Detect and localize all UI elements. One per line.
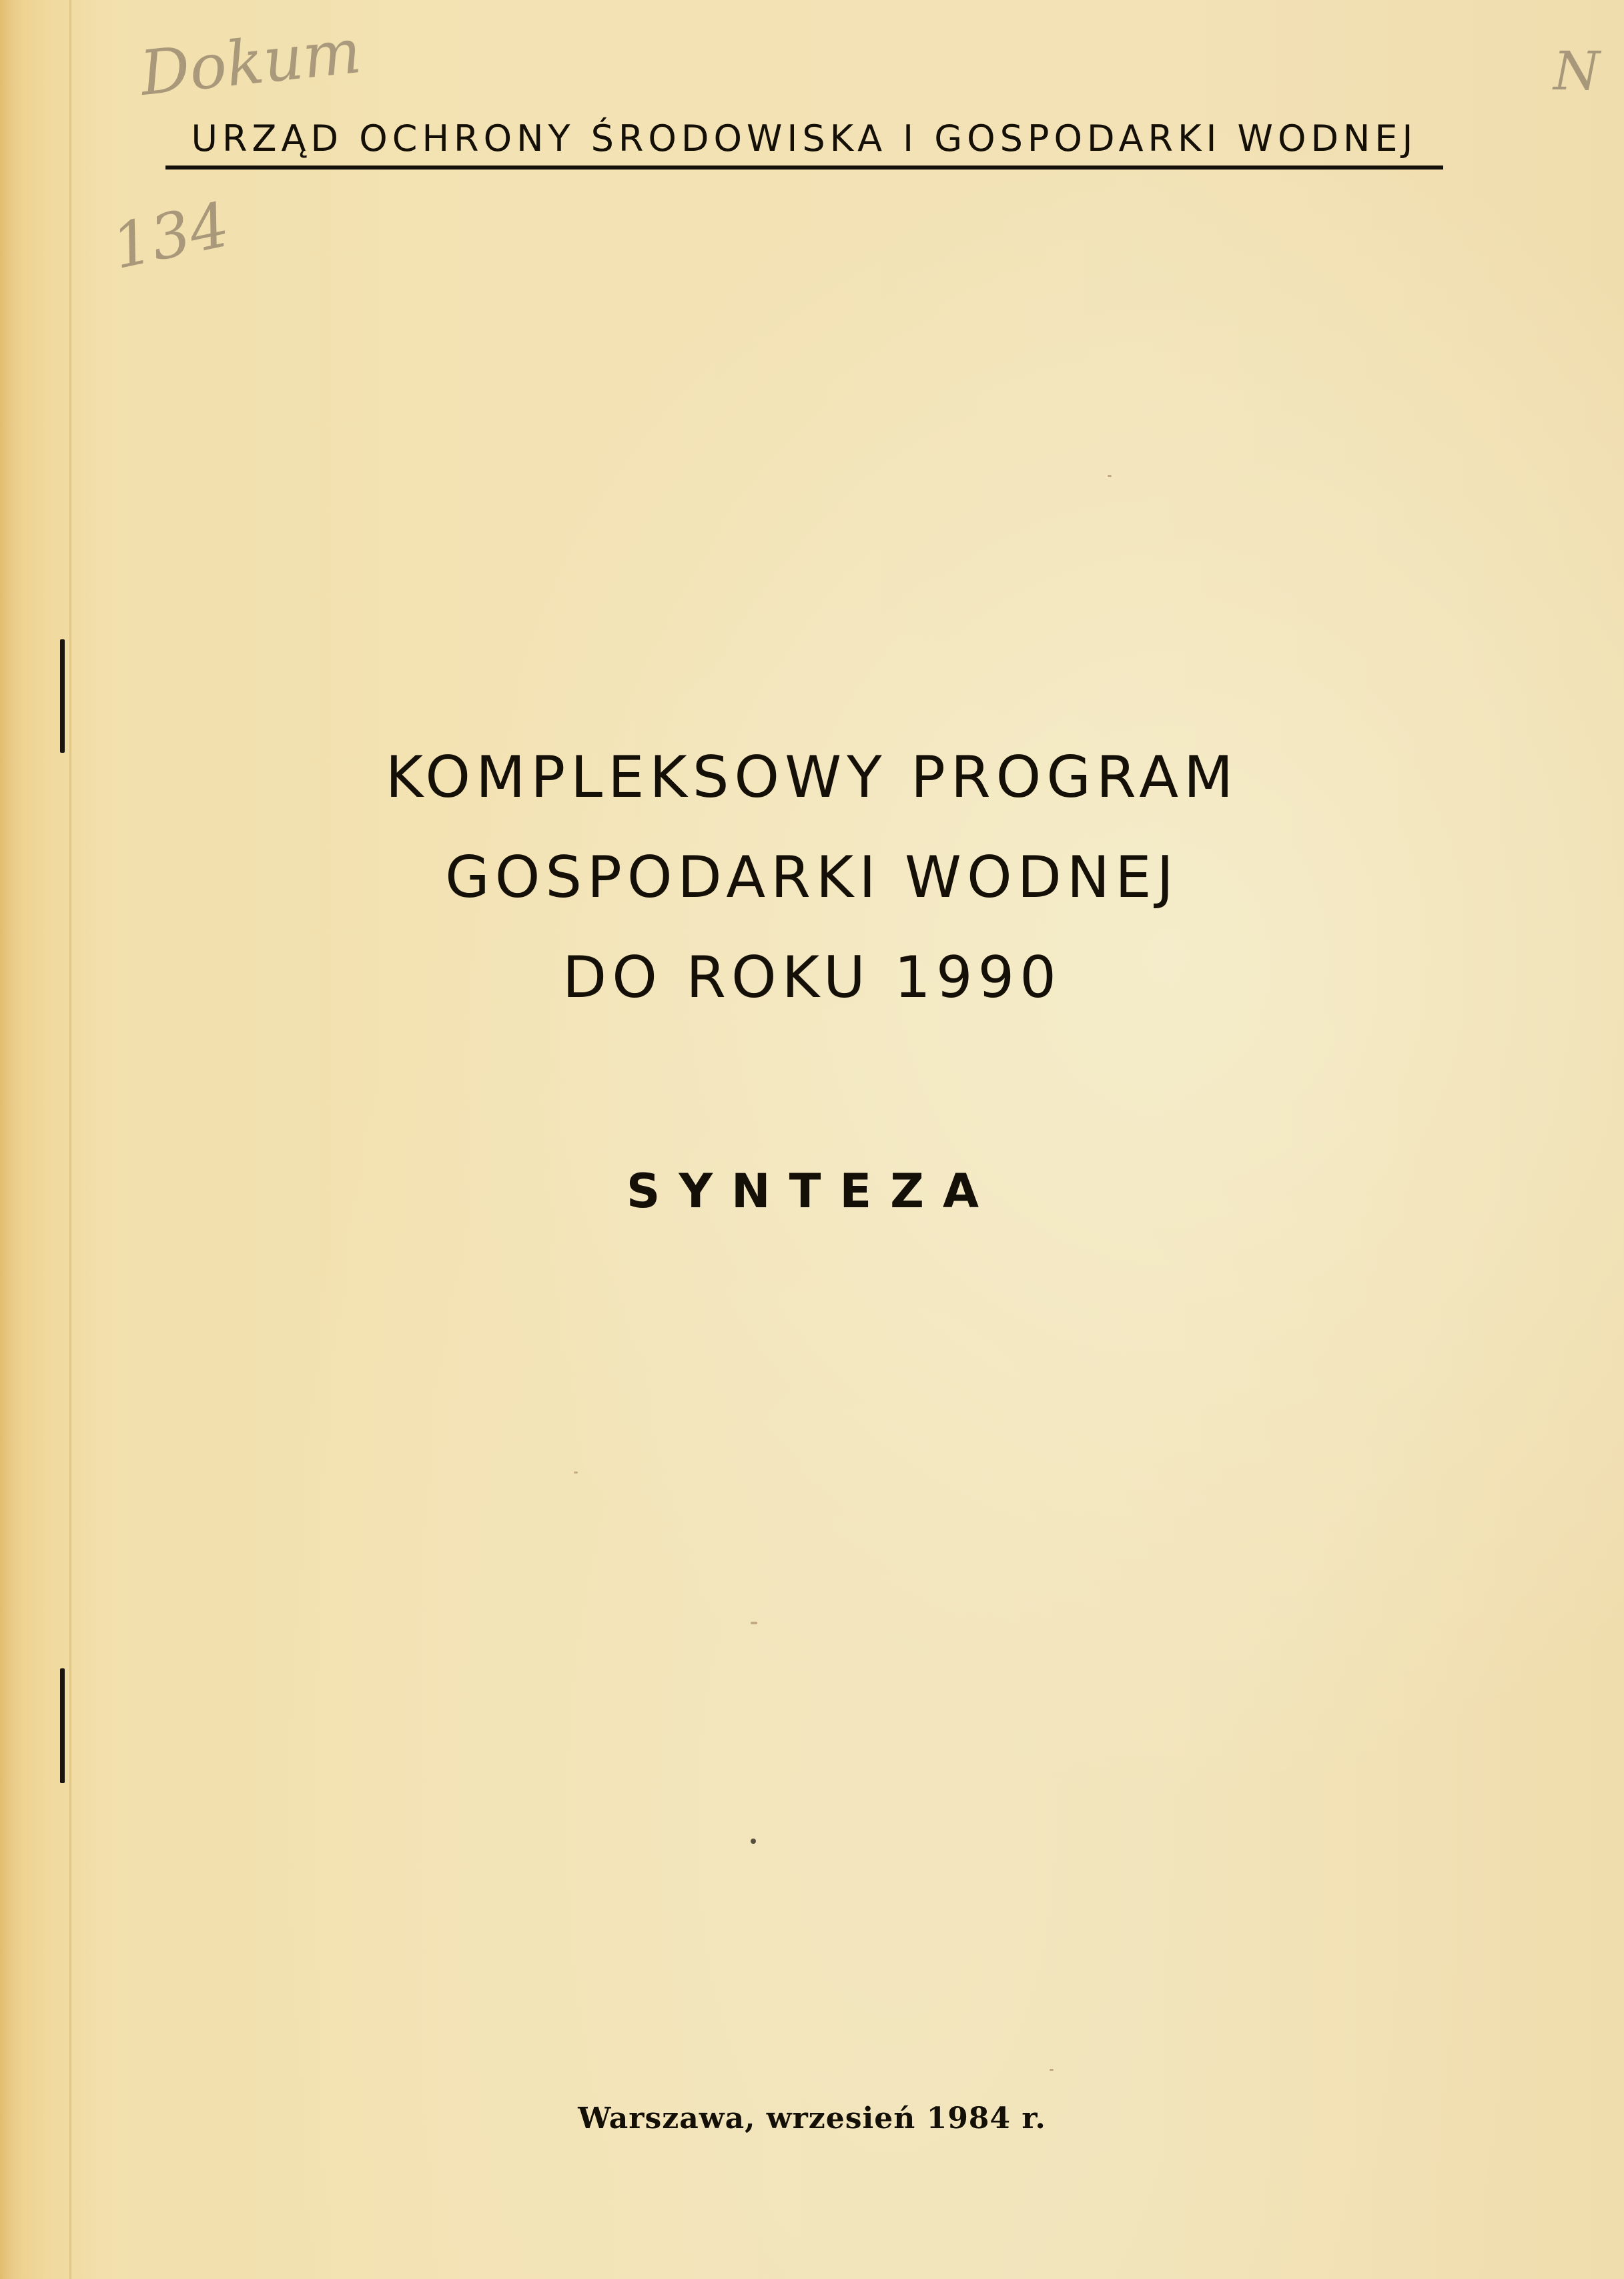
paper-speck bbox=[751, 1622, 757, 1624]
paper-speck bbox=[1050, 2069, 1054, 2071]
document-subtitle: SYNTEZA bbox=[626, 1164, 998, 1219]
institution-header bbox=[165, 112, 1443, 170]
title-line-2: GOSPODARKI WODNEJ bbox=[445, 844, 1179, 911]
spine-fold bbox=[69, 0, 71, 2279]
handwritten-corner-letter: N bbox=[1553, 40, 1600, 102]
handwritten-catalog-number: 134 bbox=[105, 188, 236, 284]
handwritten-archive-mark: Dokum bbox=[137, 15, 365, 110]
paper-speck bbox=[574, 1472, 578, 1474]
title-line-3: DO ROKU 1990 bbox=[562, 944, 1062, 1011]
paper-speck bbox=[751, 1839, 756, 1844]
paper-speck bbox=[1108, 475, 1112, 477]
document-title bbox=[0, 727, 1624, 1028]
title-line-1: KOMPLEKSOWY PROGRAM bbox=[385, 744, 1239, 811]
staple-bottom bbox=[60, 1668, 65, 1783]
publication-place-date: Warszawa, wrzesień 1984 r. bbox=[578, 2101, 1046, 2136]
institution-name: URZĄD OCHRONY ŚRODOWISKA I GOSPODARKI WODNEJ bbox=[191, 117, 1418, 159]
paper-spine-edge bbox=[0, 0, 23, 2279]
